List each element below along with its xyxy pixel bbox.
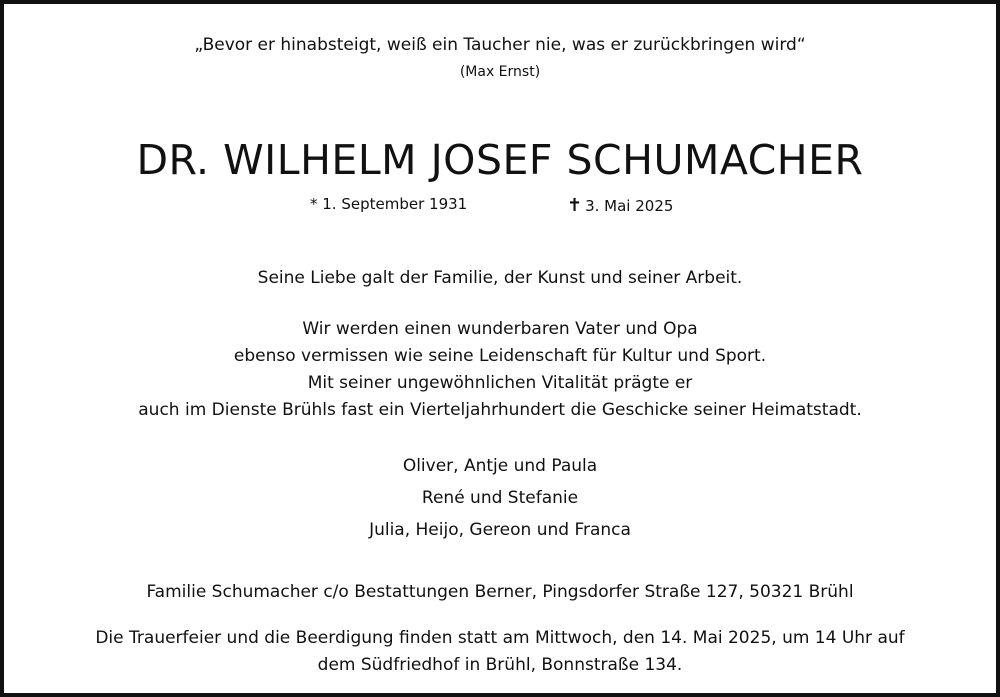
quote-author: (Max Ernst) <box>459 64 541 80</box>
quote-text: „Bevor er hinabsteigt, weiß ein Taucher nie, was er zurückbringen wird“ <box>194 35 806 55</box>
deceased-name: DR. WILHELM JOSEF SCHUMACHER <box>136 136 864 184</box>
ceremony-line-2: dem Südfriedhof in Brühl, Bonnstraße 134. <box>317 655 683 675</box>
cross-icon: ✝ <box>567 195 583 216</box>
tribute-line-2: Wir werden einen wunderbaren Vater und Opa <box>302 319 698 339</box>
tribute-line-4: Mit seiner ungewöhnlichen Vitalität prägte er <box>307 373 693 393</box>
family-member-line: Oliver, Antje und Paula <box>402 456 598 476</box>
family-member-line: Julia, Heijo, Gereon und Franca <box>369 520 631 540</box>
death-date-group <box>567 195 673 216</box>
tribute-line-5: auch im Dienste Brühls fast ein Vierteljahrhundert die Geschicke seiner Heimatstadt. <box>138 400 862 420</box>
ceremony-line-1: Die Trauerfeier und die Beerdigung finden statt am Mittwoch, den 14. Mai 2025, um 14 Uhr auf <box>95 628 905 648</box>
life-dates <box>4 195 996 217</box>
death-date: 3. Mai 2025 <box>585 197 674 215</box>
family-member-line: René und Stefanie <box>421 488 579 508</box>
family-address: Familie Schumacher c/o Bestattungen Berner, Pingsdorfer Straße 127, 50321 Brühl <box>146 582 854 602</box>
tribute-line-3: ebenso vermissen wie seine Leidenschaft für Kultur und Sport. <box>233 346 767 366</box>
tribute-line-1: Seine Liebe galt der Familie, der Kunst und seiner Arbeit. <box>257 268 743 288</box>
birth-date: * 1. September 1931 <box>310 195 468 213</box>
